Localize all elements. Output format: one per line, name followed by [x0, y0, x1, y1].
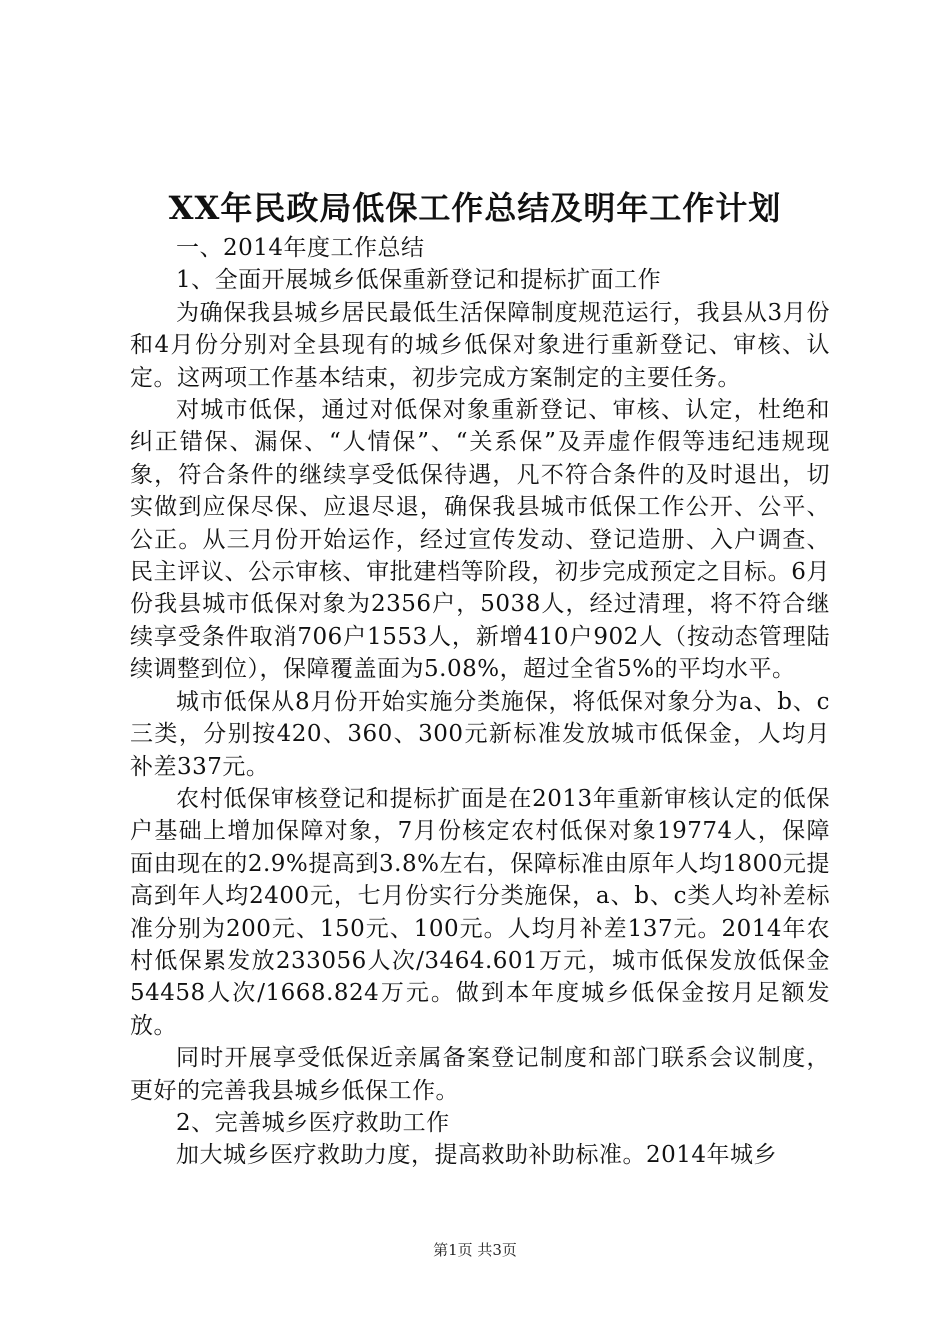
paragraph: 农村低保审核登记和提标扩面是在2013年重新审核认定的低保户基础上增加保障对象，7月份核定农村低保对象19774人，保障面由现在的2.9%提高到3.8%左右，保障标准由原年人均1800元提高到年人均2400元，七月份实行分类施保，a、b、c类人均补差标准分别为200元、150元、100元。人均月补差137元。2014年农村低保累发放233056人次/3464.601万元，城市低保发放低保金54458人次/1668.824万元。做到本年度城乡低保金按月足额发放。 — [130, 785, 830, 1039]
paragraph: 加大城乡医疗救助力度，提高救助补助标准。2014年城乡 — [176, 1142, 778, 1169]
paragraph: 为确保我县城乡居民最低生活保障制度规范运行，我县从3月份和4月份分别对全县现有的城乡低保对象进行重新登记、审核、认定。这两项工作基本结束，初步完成方案制定的主要任务。 — [130, 299, 830, 391]
paragraph: 城市低保从8月份开始实施分类施保，将低保对象分为a、b、c三类，分别按420、360、300元新标准发放城市低保金，人均月补差337元。 — [130, 688, 830, 780]
document-title: XX年民政局低保工作总结及明年工作计划 — [168, 189, 782, 227]
document-body — [130, 232, 830, 1172]
page-footer: 第1页 共3页 — [433, 1241, 517, 1259]
paragraph: 对城市低保，通过对低保对象重新登记、审核、认定，杜绝和纠正错保、漏保、“人情保”、“关系保”及弄虚作假等违纪违规现象，符合条件的继续享受低保待遇，凡不符合条件的及时退出，切实做到应保尽保、应退尽退，确保我县城市低保工作公开、公平、公正。从三月份开始运作，经过宣传发动、登记造册、入户调查、民主评议、公示审核、审批建档等阶段，初步完成预定之目标。6月份我县城市低保对象为2356户，5038人，经过清理，将不符合继续享受条件取消706户1553人，新增410户902人（按动态管理陆续调整到位），保障覆盖面为5.08%，超过全省5%的平均水平。 — [130, 397, 830, 683]
section-heading: 一、2014年度工作总结 — [176, 235, 425, 261]
paragraph: 同时开展享受低保近亲属备案登记制度和部门联系会议制度，更好的完善我县城乡低保工作。 — [130, 1045, 830, 1104]
subsection-heading: 2、完善城乡医疗救助工作 — [176, 1109, 450, 1136]
subsection-heading: 1、全面开展城乡低保重新登记和提标扩面工作 — [176, 267, 662, 294]
